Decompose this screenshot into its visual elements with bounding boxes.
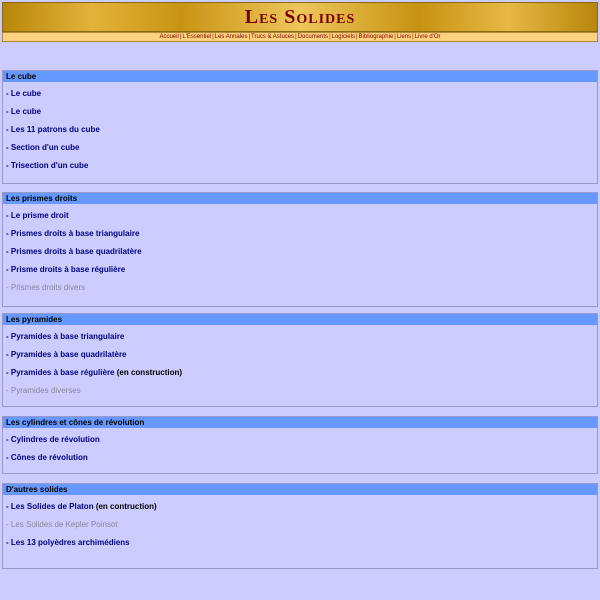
nav-link[interactable]: Bibliographie (358, 34, 394, 40)
item-link[interactable]: Cylindres de révolution (10, 435, 100, 444)
nav-separator: | (248, 34, 251, 40)
list-item[interactable] (3, 243, 597, 261)
nav-link[interactable]: Les Annales (214, 34, 248, 40)
item-label: Pyramides diverses (10, 386, 81, 395)
top-nav (2, 32, 598, 42)
nav-link[interactable]: Trucs & Astuces (251, 34, 295, 40)
item-link[interactable]: Le cube (10, 89, 42, 98)
item-link[interactable]: Pyramides à base régulière (10, 368, 115, 377)
section-item-list (3, 82, 597, 175)
nav-separator: | (412, 34, 414, 40)
item-link[interactable]: Prismes droits à base triangulaire (10, 229, 140, 238)
bullet-dash: - (6, 107, 11, 116)
item-link[interactable]: Prisme droits à base régulière (10, 265, 126, 274)
list-item[interactable] (3, 121, 597, 139)
section-panel (2, 483, 598, 569)
list-item[interactable] (3, 103, 597, 121)
section-header: Les pyramides (3, 314, 597, 325)
list-item (3, 382, 597, 400)
bullet-dash: - (6, 143, 11, 152)
bullet-dash: - (6, 453, 11, 462)
bullet-dash: - (6, 520, 11, 529)
item-label: Prismes droits divers (10, 283, 86, 292)
list-item[interactable] (3, 364, 597, 382)
section-panel (2, 416, 598, 474)
item-link[interactable]: Les Solides de Platon (10, 502, 94, 511)
list-item[interactable] (3, 225, 597, 243)
section-panel (2, 192, 598, 307)
item-link[interactable]: Prismes droits à base quadrilatère (10, 247, 142, 256)
status-note: (en contruction) (95, 502, 157, 511)
section-header: Les prismes droits (3, 193, 597, 204)
item-link[interactable]: Cônes de révolution (10, 453, 88, 462)
list-item[interactable] (3, 157, 597, 175)
list-item[interactable] (3, 346, 597, 364)
list-item[interactable] (3, 449, 597, 467)
bullet-dash: - (6, 350, 11, 359)
item-link[interactable]: Le cube (10, 107, 42, 116)
nav-separator: | (295, 34, 297, 40)
section-panel (2, 70, 598, 184)
item-link[interactable]: Trisection d'un cube (10, 161, 89, 170)
list-item[interactable] (3, 261, 597, 279)
item-link[interactable]: Pyramides à base triangulaire (10, 332, 125, 341)
bullet-dash: - (6, 435, 11, 444)
section-item-list (3, 325, 597, 400)
item-link[interactable]: Le prisme droit (10, 211, 69, 220)
bullet-dash: - (6, 211, 11, 220)
list-item[interactable] (3, 431, 597, 449)
item-link[interactable]: Les 13 polyèdres archimédiens (10, 538, 130, 547)
item-link[interactable]: Section d'un cube (10, 143, 80, 152)
bullet-dash: - (6, 125, 11, 134)
item-label: Les Solides de Kepler Poinsot (10, 520, 118, 529)
bullet-dash: - (6, 229, 11, 238)
section-header: Les cylindres et cônes de révolution (3, 417, 597, 428)
status-note: (en construction) (116, 368, 183, 377)
bullet-dash: - (6, 502, 11, 511)
list-item[interactable] (3, 85, 597, 103)
nav-link[interactable]: Documents (297, 34, 329, 40)
nav-separator: | (394, 34, 396, 40)
list-item[interactable] (3, 534, 597, 552)
item-link[interactable]: Pyramides à base quadrilatère (10, 350, 127, 359)
bullet-dash: - (6, 265, 11, 274)
nav-link[interactable]: Livre d'Or (414, 34, 441, 40)
bullet-dash: - (6, 538, 11, 547)
section-item-list (3, 428, 597, 467)
section-item-list (3, 204, 597, 297)
nav-separator: | (179, 34, 182, 40)
nav-separator: | (212, 34, 214, 40)
bullet-dash: - (6, 161, 11, 170)
nav-separator: | (355, 34, 358, 40)
page-title: Les Solides (244, 5, 356, 28)
nav-link[interactable]: Accueil (159, 34, 179, 40)
section-header: Le cube (3, 71, 597, 82)
section-item-list (3, 495, 597, 552)
bullet-dash: - (6, 89, 11, 98)
bullet-dash: - (6, 386, 11, 395)
list-item[interactable] (3, 498, 597, 516)
nav-link[interactable]: Liens (396, 34, 412, 40)
bullet-dash: - (6, 332, 11, 341)
bullet-dash: - (6, 368, 11, 377)
bullet-dash: - (6, 283, 11, 292)
list-item (3, 516, 597, 534)
list-item[interactable] (3, 328, 597, 346)
list-item (3, 279, 597, 297)
nav-separator: | (329, 34, 331, 40)
section-header: D'autres solides (3, 484, 597, 495)
list-item[interactable] (3, 207, 597, 225)
bullet-dash: - (6, 247, 11, 256)
item-link[interactable]: Les 11 patrons du cube (10, 125, 100, 134)
nav-link[interactable]: L'Essentiel (182, 34, 212, 40)
site-banner (2, 2, 598, 32)
list-item[interactable] (3, 139, 597, 157)
section-panel (2, 313, 598, 407)
nav-link[interactable]: Logiciels (331, 34, 355, 40)
